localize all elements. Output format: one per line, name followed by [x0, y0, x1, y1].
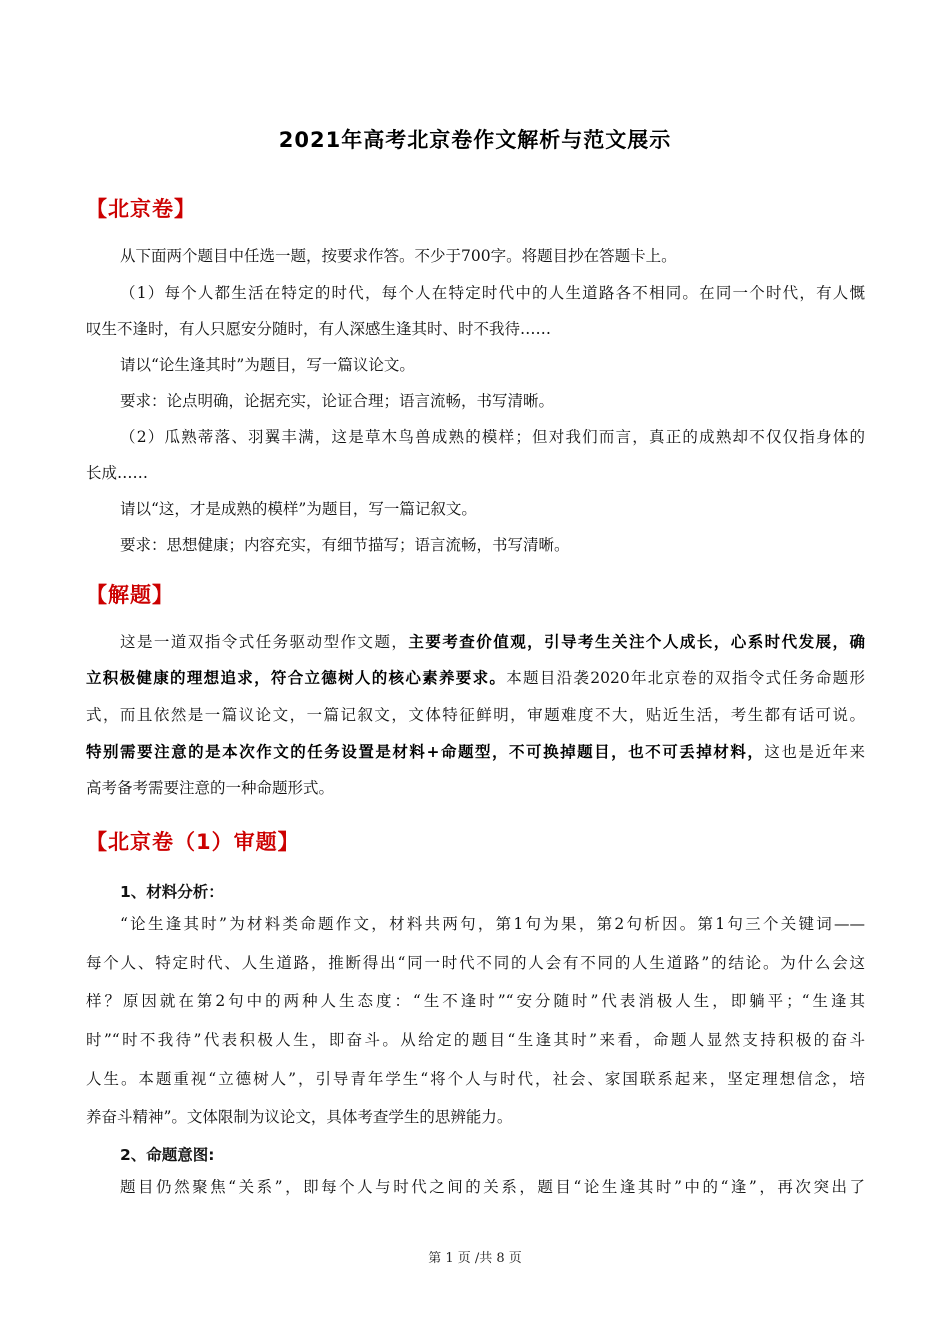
section-heading-beijing: 【北京卷】 — [86, 197, 196, 221]
analysis-line-2 — [86, 668, 865, 688]
subheading-intent: 2、命题意图: — [120, 1146, 215, 1164]
material-line-1: “论生逢其时”为材料类命题作文，材料共两句，第1句为果，第2句析因。第1句三个关键词—— — [120, 915, 865, 933]
prompt-intro: 从下面两个题目中任选一题，按要求作答。不少于700字。将题目抄在答题卡上。 — [120, 247, 677, 265]
analysis-line-1 — [120, 632, 865, 652]
subheading-material-analysis: 1、材料分析： — [120, 883, 224, 901]
analysis-line-1-plain: 这是一道双指令式任务驱动型作文题， — [120, 633, 409, 651]
analysis-line-4-bold: 特别需要注意的是本次作文的任务设置是材料+命题型，不可换掉题目，也不可丢掉材料， — [86, 742, 765, 761]
analysis-line-2-plain: 本题目沿袭2020年北京卷的双指令式任务命题形 — [506, 669, 865, 687]
intent-line-1: 题目仍然聚焦“关系”，即每个人与时代之间的关系，题目“论生逢其时”中的“逢”，再次突出了 — [120, 1178, 865, 1196]
section-heading-analysis: 【解题】 — [86, 583, 174, 607]
analysis-line-4-plain: 这也是近年来 — [764, 743, 865, 761]
question-2-prompt: 请以“这，才是成熟的模样”为题目，写一篇记叙文。 — [120, 500, 477, 518]
material-line-4: 时”“时不我待”代表积极人生，即奋斗。从给定的题目“生逢其时”来看，命题人显然支持积极的奋斗 — [86, 1031, 865, 1049]
analysis-line-2-bold: 立积极健康的理想追求，符合立德树人的核心素养要求。 — [86, 668, 507, 687]
analysis-line-1-bold: 主要考查价值观，引导考生关注个人成长，心系时代发展，确 — [408, 632, 865, 651]
document-title: 2021年高考北京卷作文解析与范文展示 — [278, 128, 672, 152]
material-line-2: 每个人、特定时代、人生道路，推断得出“同一时代不同的人会有不同的人生道路”的结论。为什么会这 — [86, 954, 865, 972]
analysis-line-3: 式，而且依然是一篇议论文，一篇记叙文，文体特征鲜明，审题难度不大，贴近生活，考生都有话可说。 — [86, 706, 865, 724]
question-1-line-2: 叹生不逢时，有人只愿安分随时，有人深感生逢其时、时不我待…… — [86, 320, 552, 338]
question-2-line-1: （2）瓜熟蒂落、羽翼丰满，这是草木鸟兽成熟的模样；但对我们而言，真正的成熟却不仅仅指身体的 — [120, 428, 865, 446]
material-line-5: 人生。本题重视“立德树人”，引导青年学生“将个人与时代，社会、家国联系起来，坚定理想信念，培 — [86, 1070, 865, 1088]
question-2-line-2: 长成…… — [86, 464, 149, 482]
question-1-prompt: 请以“论生逢其时”为题目，写一篇议论文。 — [120, 356, 415, 374]
question-1-requirement: 要求：论点明确，论据充实，论证合理；语言流畅，书写清晰。 — [120, 392, 555, 410]
question-1-line-1: （1）每个人都生活在特定的时代，每个人在特定时代中的人生道路各不相同。在同一个时代，有人慨 — [120, 284, 865, 302]
section-heading-review: 【北京卷（1）审题】 — [86, 830, 300, 854]
page-footer: 第 1 页 /共 8 页 — [428, 1251, 522, 1266]
material-line-6: 养奋斗精神”。文体限制为议论文，具体考查学生的思辨能力。 — [86, 1108, 513, 1126]
analysis-line-4 — [86, 742, 865, 762]
material-line-3: 样？原因就在第2句中的两种人生态度：“生不逢时”“安分随时”代表消极人生，即躺平；“生逢其 — [86, 992, 865, 1010]
question-2-requirement: 要求：思想健康；内容充实，有细节描写；语言流畅，书写清晰。 — [120, 536, 570, 554]
analysis-line-5: 高考备考需要注意的一种命题形式。 — [86, 779, 335, 797]
